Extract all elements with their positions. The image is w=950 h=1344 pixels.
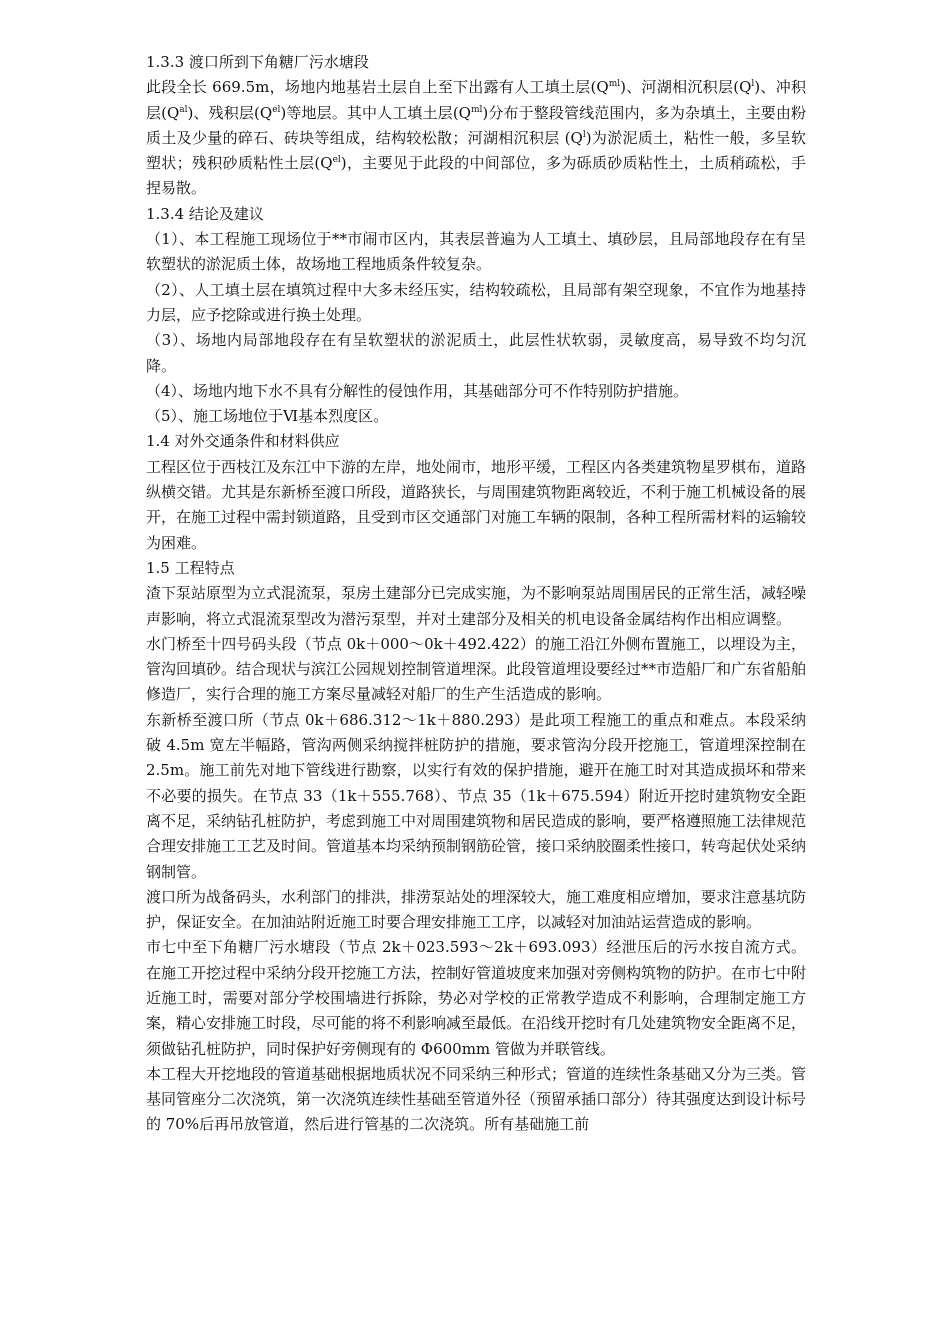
section-heading-1-5: 1.5 工程特点 <box>146 558 235 577</box>
conclusion-item-3: （3）、场地内局部地段存在有呈软塑状的淤泥质土，此层性状软弱，灵敏度高，易导致不均匀沉降。 <box>146 331 806 375</box>
paragraph-shiqizhong: 市七中至下角糖厂污水塘段（节点 2k＋023.593～2k＋693.093）经泄压后的污水按自流方式。在施工开挖过程中采纳分段开挖施工方法，控制好管道坡度来加强对旁侧构筑物的防护。在市七中附近施工时，需要对部分学校围墙进行拆除，势必对学校的正常教学造成不利影响，合理制定施工方案，精心安排施工时段，尽可能的将不利影响减至最低。在沿线开挖时有几处建筑物安全距离不足，须做钻孔桩防护，同时保护好旁侧现有的 Φ600mm 管做为并联管线。 <box>146 938 807 1058</box>
paragraph-geology: 此段全长 669.5m，场地内地基岩土层自上至下出露有人工填土层$(Q^{ml})$、河湖相沉积层$(Q^l)$、冲积层$(Q^{al})$、残积层$(Q^{el})$等地层。其中人工填土层$(Q^{ml})$分布于整段管线范围内，多为杂填土，主要由粉质土及少量的碎石、砖块等组成，结构较松散；河湖相沉积层 $(Q^l)$为淤泥质土，粘性一般，多呈软塑状；残积砂质粘性土层$(Q^{el})$，主要见于此段的中间部位，多为砾质砂质粘性土，土质稍疏松，手捏易散。 <box>146 78 806 198</box>
paragraph-pump-station: 渣下泵站原型为立式混流泵，泵房土建部分已完成实施，为不影响泵站周围居民的正常生活，减轻噪声影响，将立式混流泵型改为潜污泵型，并对土建部分及相关的机电设备金属结构作出相应调整。 <box>146 584 807 628</box>
conclusion-item-4: （4）、场地内地下水不具有分解性的侵蚀作用，其基础部分可不作特别防护措施。 <box>146 381 689 400</box>
paragraph-dukou: 渡口所为战备码头，水利部门的排洪，排涝泵站处的埋深较大，施工难度相应增加，要求注意基坑防护，保证安全。在加油站附近施工时要合理安排施工工序，以减轻对加油站运营造成的影响。 <box>146 887 807 932</box>
section-heading-1-3-4: 1.3.4 结论及建议 <box>146 204 264 223</box>
section-heading-1-3-3: 1.3.3 渡口所到下角糖厂污水塘段 <box>146 53 369 71</box>
conclusion-item-2: （2）、人工填土层在填筑过程中大多未经压实，结构较疏松，且局部有架空现象，不宜作为地基持力层，应予挖除或进行换土处理。 <box>146 280 806 324</box>
paragraph-foundation: 本工程大开挖地段的管道基础根据地质状况不同采纳三种形式；管道的连续性条基础又分为三类。管基同管座分二次浇筑，第一次浇筑连续性基础至管道外径（预留承插口部分）待其强度达到设计标号的 70%后再吊放管道，然后进行管基的二次浇筑。所有基础施工前 <box>146 1064 807 1134</box>
section-heading-1-4: 1.4 对外交通条件和材料供应 <box>146 432 340 451</box>
conclusion-item-1: （1）、本工程施工现场位于**市闹市区内，其表层普遍为人工填土、填砂层，且局部地段存在有呈软塑状的淤泥质土体，故场地工程地质条件较复杂。 <box>146 230 806 274</box>
document-page <box>146 50 806 1138</box>
paragraph-dongxin-bridge: 东新桥至渡口所（节点 0k＋686.312～1k＋880.293）是此项工程施工的重点和难点。本段采纳破 4.5m 宽左半幅路，管沟两侧采纳搅拌桩防护的措施，要求管沟分段开挖施工，管道埋深控制在 2.5m。施工前先对地下管线进行勘察，以实行有效的保护措施，避开在施工时对其造成损坏和带来不必要的损失。在节点 33（1k＋555.768）、节点 35（1k＋675.594）附近开挖时建筑物安全距离不足，采纳钻孔桩防护，考虑到施工中对周围建筑物和居民造成的影响，要严格遵照施工法律规范合理安排施工工艺及时间。管道基本均采纳预制钢筋砼管，接口采纳胶圈柔性接口，转弯起伏处采纳钢制管。 <box>146 710 807 881</box>
conclusion-item-5: （5）、施工场地位于Ⅵ基本烈度区。 <box>146 407 389 426</box>
paragraph-shuimen-bridge: 水门桥至十四号码头段（节点 0k＋000～0k＋492.422）的施工沿江外侧布置施工，以埋设为主，管沟回填砂。结合现状与滨江公园规划控制管道埋深。此段管道埋设要经过**市造船厂和广东省船舶修造厂，实行合理的施工方案尽量减轻对船厂的生产生活造成的影响。 <box>146 634 807 704</box>
paragraph-traffic: 工程区位于西枝江及东江中下游的左岸，地处闹市，地形平缓，工程区内各类建筑物星罗棋布，道路纵横交错。尤其是东新桥至渡口所段，道路狭长，与周围建筑物距离较近，不利于施工机械设备的展开，在施工过程中需封锁道路，且受到市区交通部门对施工车辆的限制，各种工程所需材料的运输较为困难。 <box>146 457 807 552</box>
